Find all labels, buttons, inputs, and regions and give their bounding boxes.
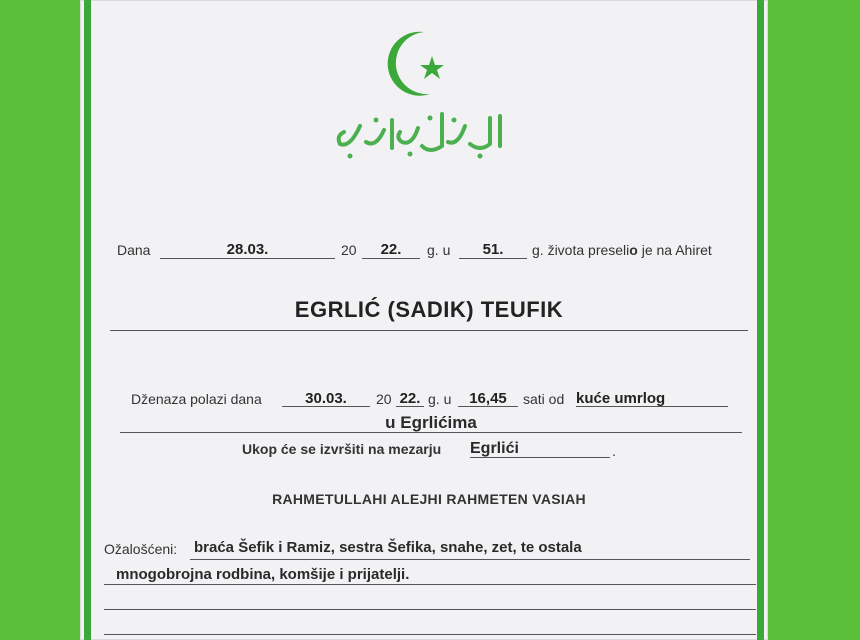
funeral-from-value: kuće umrlog [576,390,666,407]
funeral-from-underline [576,406,728,407]
century-label: 20 [341,242,357,258]
death-year-underline [362,258,420,259]
mourners-label: Ožalošćeni: [104,541,178,557]
burial-label: Ukop će se izvršiti na mezarju [242,441,442,457]
burial-period: . [612,443,616,459]
name-underline [110,330,748,331]
death-year-value: 22. [380,241,402,258]
mourners-underline-4 [104,634,756,635]
green-border-right [757,0,764,640]
funeral-century: 20 [376,391,392,407]
g-u-label: g. u [427,242,451,258]
funeral-place-underline [120,432,742,433]
funeral-year-value: 22. [399,390,421,407]
death-date-value: 28.03. [226,241,269,258]
age-underline [459,258,527,259]
mourners-underline-1 [190,559,750,560]
mourners-underline-3 [104,609,756,610]
prayer-text: RAHMETULLAHI ALEJHI RAHMETEN VASIAH [272,491,586,507]
sati-od-label: sati od [523,391,565,407]
funeral-time-value: 16,45 [469,390,507,407]
cemetery-underline [470,457,610,458]
arabic-calligraphy-icon [330,106,510,166]
funeral-g-u: g. u [428,391,452,407]
death-suffix: g. života preselio je na Ahiret [532,242,712,258]
funeral-place-value: u Egrlićima [385,413,477,432]
age-value: 51. [482,241,504,258]
mourners-line-1: braća Šefik i Ramiz, sestra Šefika, snahe, zet, te ostala [194,539,582,556]
funeral-label: Dženaza polazi dana [131,391,262,407]
deceased-name: EGRLIĆ (SADIK) TEUFIK [294,297,564,322]
dana-label: Dana [117,242,151,258]
funeral-time-underline [458,406,518,407]
mourners-underline-2 [104,584,756,585]
mourners-line-2: mnogobrojna rodbina, komšije i prijatelji. [116,566,410,583]
green-border-left [84,0,91,640]
crescent-star-icon [380,24,450,104]
cemetery-value: Egrlići [470,440,519,457]
death-date-underline [160,258,335,259]
funeral-date-value: 30.03. [305,390,347,407]
funeral-date-underline [282,406,370,407]
funeral-year-underline [396,406,424,407]
